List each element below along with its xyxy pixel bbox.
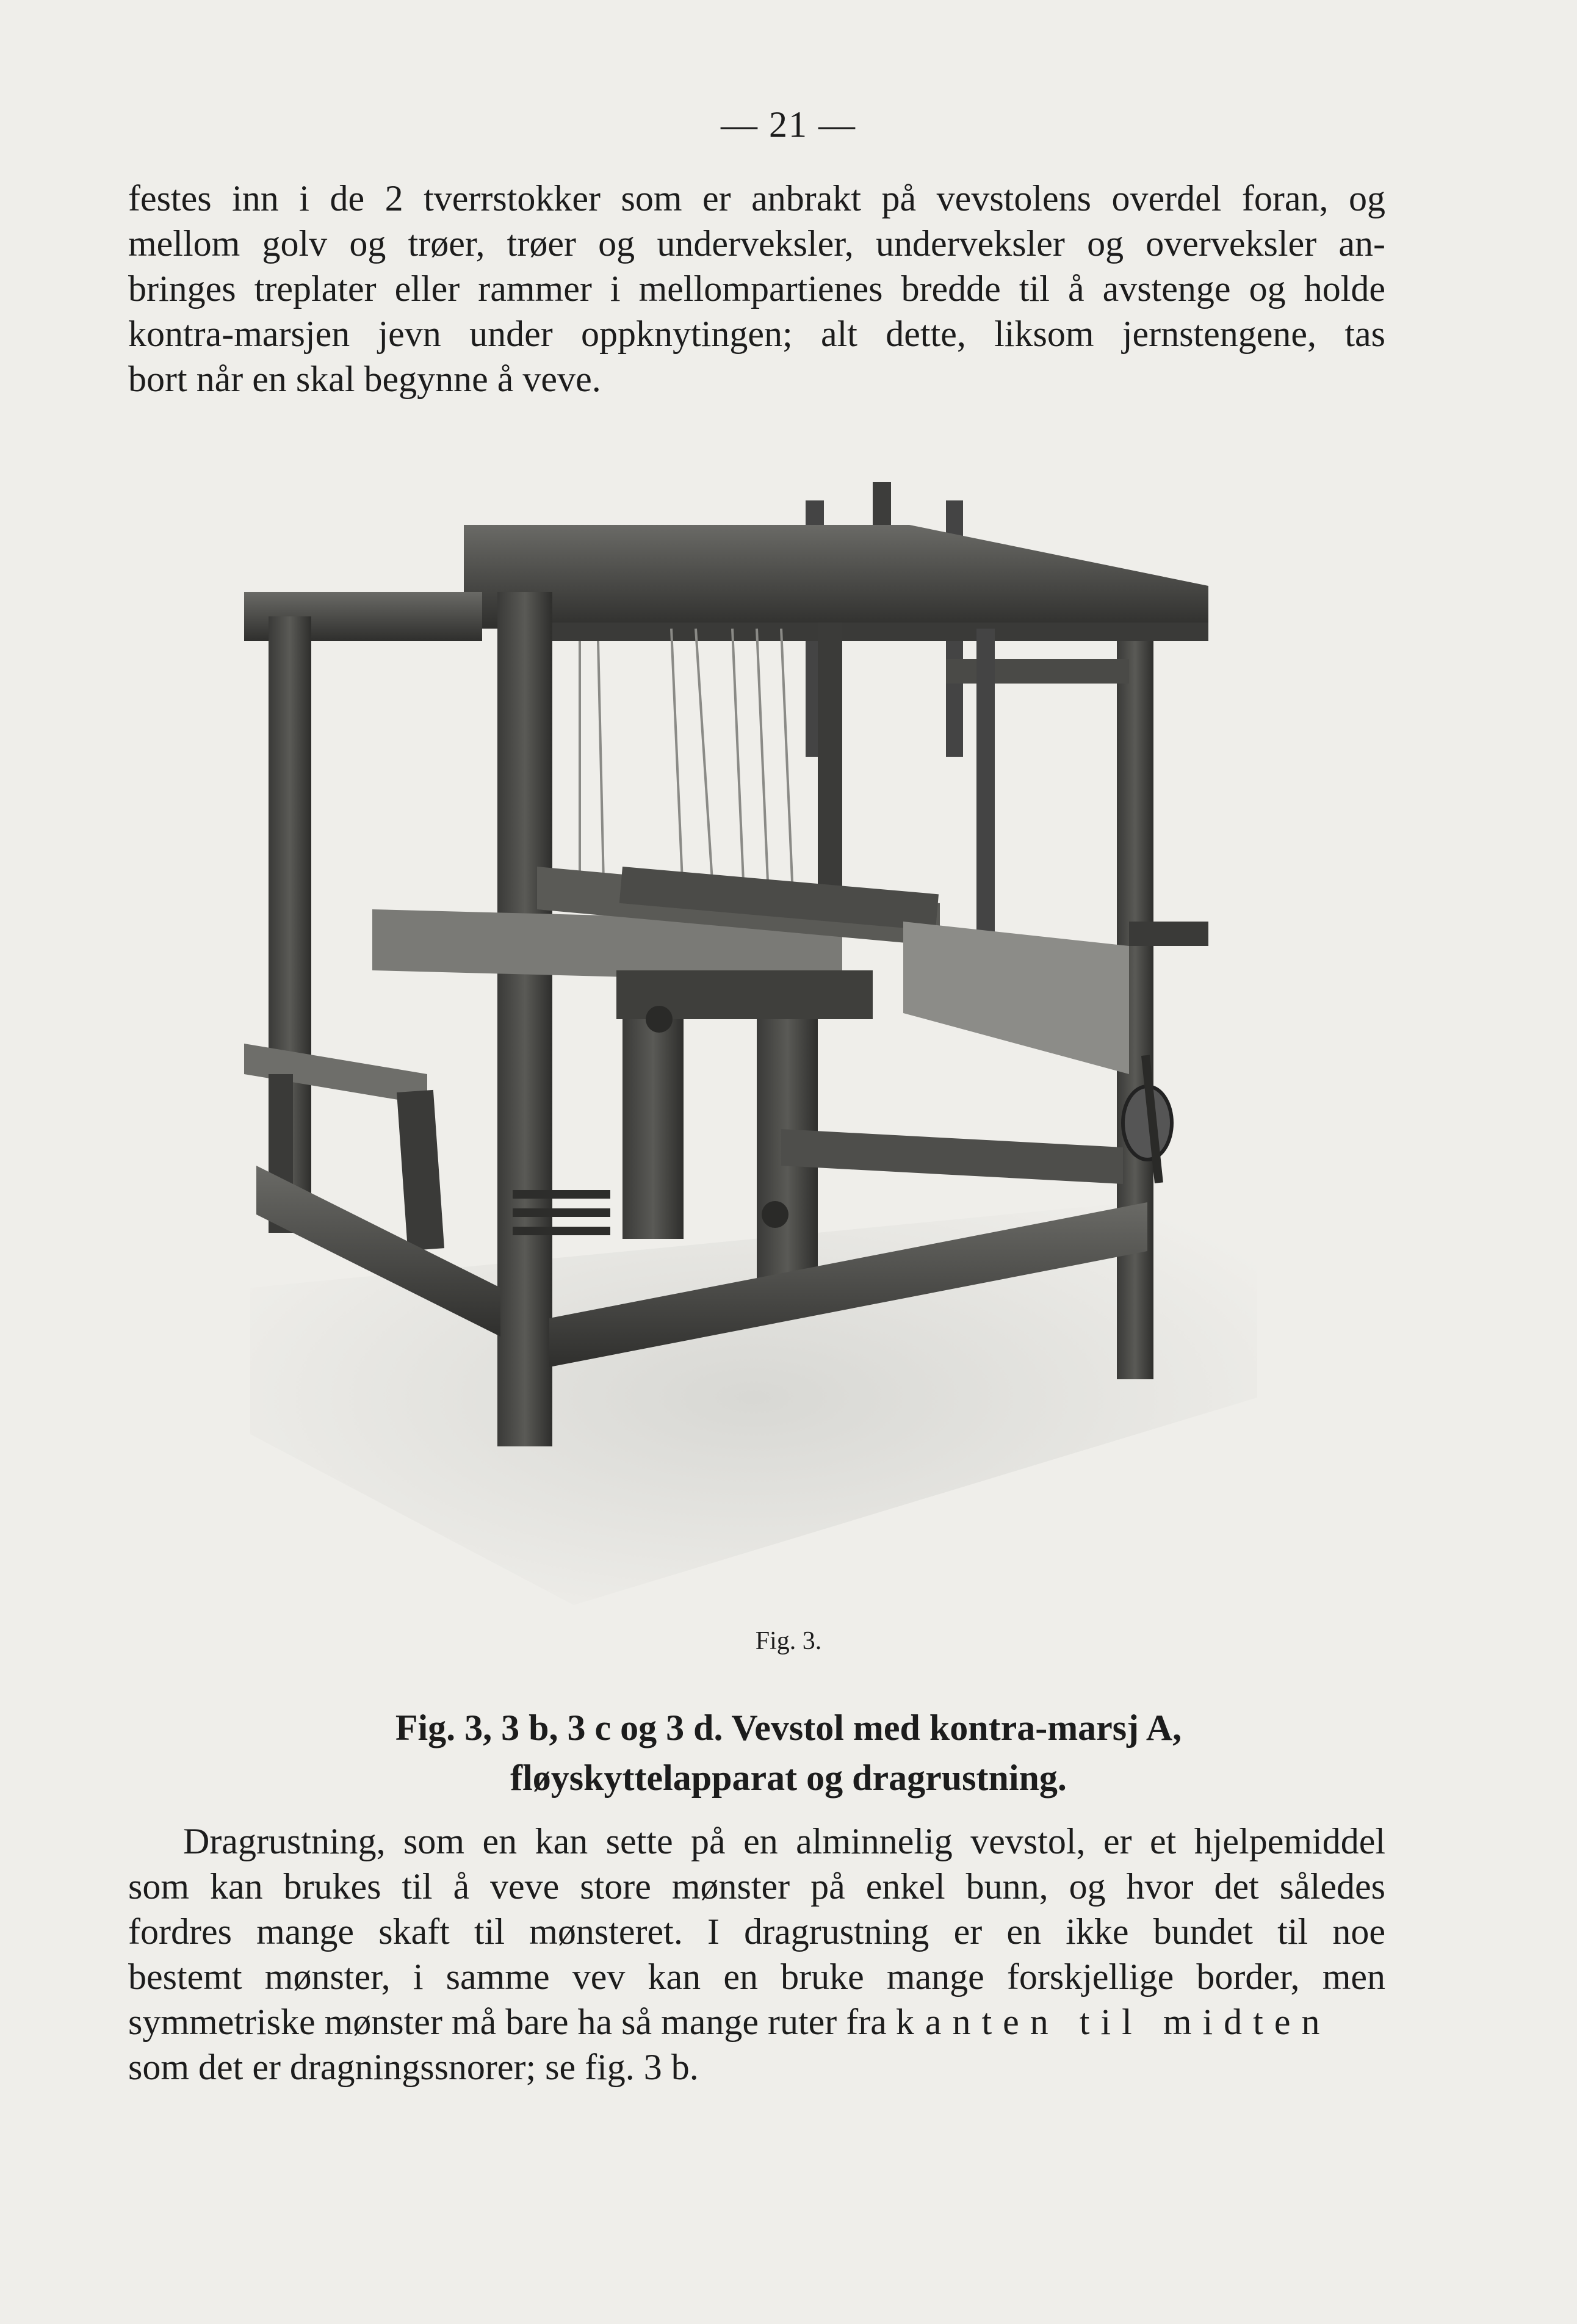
- caption-line: Fig. 3, 3 b, 3 c og 3 d. Vevstol med kontra-marsj A,: [395, 1708, 1182, 1748]
- text-line: mellom golv og trøer, trøer og underveksler, underveksler og overveksler an-: [128, 223, 1385, 264]
- figure-caption: [0, 1703, 1577, 1803]
- spaced-emphasis: kanten til midten: [895, 2002, 1331, 2042]
- text-line: bestemt mønster, i samme vev kan en bruke mange forskjellige border, men: [128, 1957, 1385, 1997]
- text-line: fordres mange skaft til mønsteret. I dragrustning er en ikke bundet til noe: [128, 1911, 1385, 1952]
- paragraph-intro: [128, 176, 1385, 402]
- text-line: bort når en skal begynne å veve.: [128, 359, 601, 399]
- text-line: [128, 1999, 1385, 2044]
- text-line: kontra-marsjen jevn under oppknytingen; alt dette, liksom jernstengene, tas: [128, 314, 1385, 354]
- page-number: — 21 —: [721, 104, 856, 145]
- paragraph-dragrustning: [128, 1819, 1385, 2090]
- text-line: festes inn i de 2 tverrstokker som er anbrakt på vevstolens overdel foran, og: [128, 178, 1385, 218]
- caption-line: fløyskyttelapparat og dragrustning.: [510, 1758, 1067, 1798]
- text-line: bringes treplater eller rammer i mellompartienes bredde til å avstenge og holde: [128, 269, 1385, 309]
- text-line: som det er dragningssnorer; se fig. 3 b.: [128, 2047, 699, 2087]
- figure-label: Fig. 3.: [755, 1627, 822, 1655]
- text-segment: symmetriske mønster må bare ha så mange ruter fra: [128, 2002, 887, 2042]
- text-line: som kan brukes til å veve store mønster på enkel bunn, og hvor det således: [128, 1866, 1385, 1907]
- loom-illustration: [232, 446, 1282, 1605]
- text-line: Dragrustning, som en kan sette på en alminnelig vevstol, er et hjelpemiddel: [183, 1821, 1385, 1861]
